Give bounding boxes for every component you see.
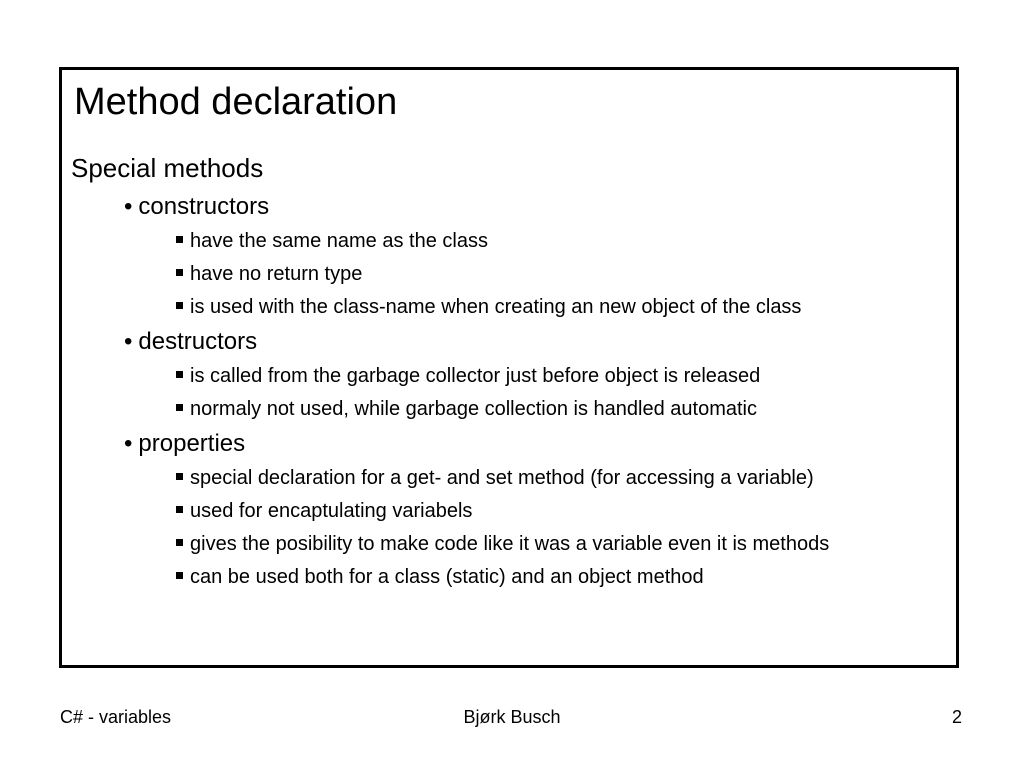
square-bullet-icon <box>176 404 183 411</box>
footer-page-number: 2 <box>951 707 962 727</box>
sub-bullet-text: special declaration for a get- and set method (for accessing a variable) <box>190 467 814 489</box>
dot-bullet-icon: • <box>124 430 133 457</box>
slide-frame <box>59 67 959 668</box>
sub-bullet <box>176 294 801 320</box>
sub-bullet-text: have the same name as the class <box>190 230 488 252</box>
section-heading: Special methods <box>71 153 264 183</box>
sub-bullet <box>176 531 829 557</box>
square-bullet-icon <box>176 539 183 546</box>
bullet-label: properties <box>138 430 246 457</box>
square-bullet-icon <box>176 269 183 276</box>
sub-bullet <box>176 363 760 389</box>
square-bullet-icon <box>176 236 183 243</box>
sub-bullet-text: can be used both for a class (static) and an object method <box>190 566 704 588</box>
sub-bullet <box>176 465 814 491</box>
square-bullet-icon <box>176 302 183 309</box>
dot-bullet-icon: • <box>124 328 133 355</box>
sub-bullet-text: normaly not used, while garbage collection is handled automatic <box>190 398 758 420</box>
sub-bullet-text: is used with the class-name when creating an new object of the class <box>190 296 802 318</box>
bullet-label: constructors <box>138 193 270 220</box>
sub-bullet-text: have no return type <box>190 263 363 285</box>
footer-author: Bjørk Busch <box>463 707 561 727</box>
sub-bullet-text: used for encaptulating variabels <box>190 500 473 522</box>
bullet-constructors <box>124 192 269 222</box>
square-bullet-icon <box>176 473 183 480</box>
bullet-properties <box>124 429 245 459</box>
sub-bullet <box>176 564 704 590</box>
sub-bullet-text: is called from the garbage collector just before object is released <box>190 365 761 387</box>
slide-title: Method declaration <box>74 81 398 123</box>
square-bullet-icon <box>176 572 183 579</box>
sub-bullet-text: gives the posibility to make code like it was a variable even it is methods <box>190 533 830 555</box>
sub-bullet <box>176 498 472 524</box>
square-bullet-icon <box>176 506 183 513</box>
square-bullet-icon <box>176 371 183 378</box>
bullet-destructors <box>124 327 257 357</box>
bullet-label: destructors <box>138 328 258 355</box>
dot-bullet-icon: • <box>124 193 133 220</box>
sub-bullet <box>176 396 757 422</box>
sub-bullet <box>176 228 488 254</box>
footer-course-title: C# - variables <box>60 707 172 727</box>
sub-bullet <box>176 261 362 287</box>
